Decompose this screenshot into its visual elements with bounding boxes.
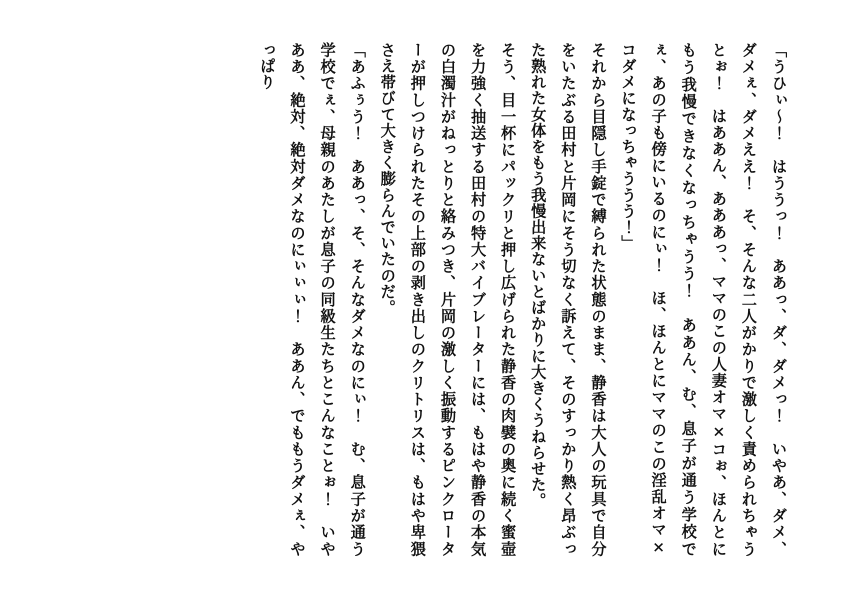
text-paragraph: 「あふぅう！ ああっ、そ、そんなダメなのにぃ！ む、息子が通う学校でぇ、母親のあたしが息子の同級生たちとこんなことぉ！ いやああ、絶対、絶対ダメなのにぃぃぃ！ ああん、でももうダメぇ、やっぱり [258, 42, 367, 557]
text-paragraph: そう、目一杯にパックリと押し広げられた静香の肉襞の奥に続く蜜壺を力強く抽送する田村の特大バイブレーターには、もはや静香の本気の白濁汁がねっとりと絡みつき、片岡の激しく振動するピンクローターが押しつけられたその上部の剥き出しのクリトリスは、もはや卑猥さえ帯びて大きく膨らんでいたのだ。 [378, 42, 518, 557]
text-paragraph: それから目隠し手錠で縛られた状態のまま、静香は大人の玩具で自分をいたぶる田村と片岡にそう切なく訴えて、そのすっかり熱く昂ぶった熟れた女体をもう我慢出来ないとばかりに大きくうねらせた。 [529, 42, 608, 557]
text-paragraph: 「うひぃ～！ はううっ！ ああっ、ダ、ダメっ！ いやあ、ダメ、ダメぇ、ダメええ！ そ、そんな二人がかりで激しく責められちゃうとぉ！ はああん、あああっ、ママのこの人妻オマ×コぉ、ほんとにもう我慢できなくなっちゃうう！ ああん、む、息子が通う学校でぇ、あの子も傍にいるのにぃ！ ほ、ほんとにママのこの淫乱オマ×コダメになっちゃううう！」 [619, 42, 788, 557]
vertical-body-text [62, 42, 794, 557]
